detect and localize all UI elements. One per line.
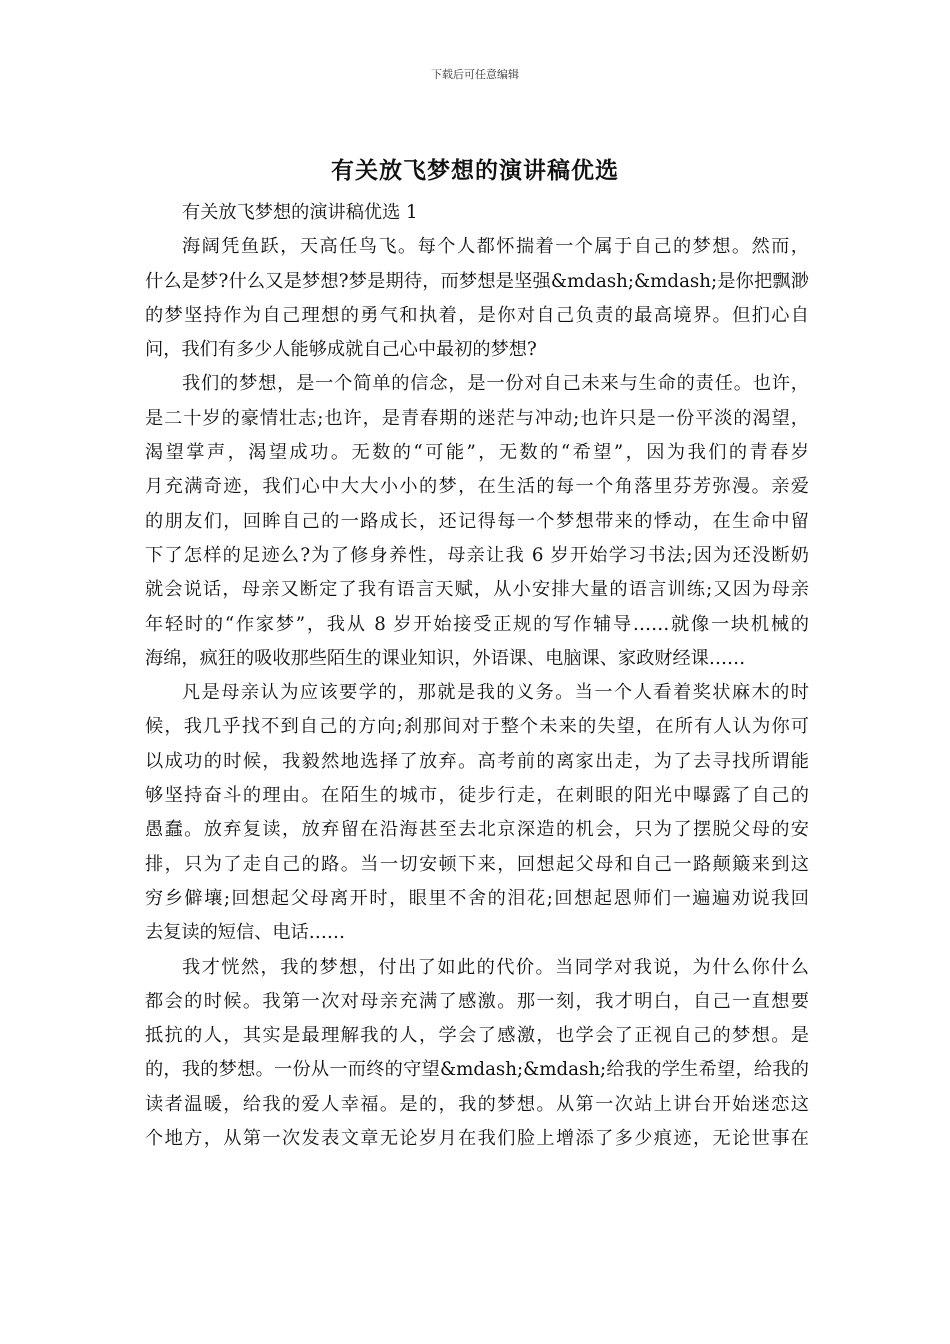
body-line: 我们的梦想，是一个简单的信念，是一份对自己未来与生命的责任。也许， bbox=[182, 373, 809, 395]
body-line: 读者温暖，给我的爱人幸福。是的，我的梦想。从第一次站上讲台开始迷恋这 bbox=[145, 1093, 809, 1115]
body-line: 候，我几乎找不到自己的方向;刹那间对于整个未来的失望，在所有人认为你可 bbox=[145, 716, 809, 738]
body-line: 个地方，从第一次发表文章无论岁月在我们脸上增添了多少痕迹，无论世事在 bbox=[145, 1128, 809, 1150]
body-line: 凡是母亲认为应该要学的，那就是我的义务。当一个人看着奖状麻木的时 bbox=[182, 682, 809, 704]
body-line: 去复读的短信、电话…… bbox=[145, 922, 346, 944]
body-line: 问，我们有多少人能够成就自己心中最初的梦想? bbox=[145, 339, 537, 361]
body-line: 抵抗的人，其实是最理解我的人，学会了感激，也学会了正视自己的梦想。是 bbox=[145, 1025, 809, 1047]
body-line: 是二十岁的豪情壮志;也许，是青春期的迷茫与冲动;也许只是一份平淡的渴望， bbox=[145, 407, 809, 429]
body-line: 愚蠢。放弃复读，放弃留在沿海甚至去北京深造的机会，只为了摆脱父母的安 bbox=[145, 819, 809, 841]
body-line: 都会的时候。我第一次对母亲充满了感激。那一刻，我才明白，自己一直想要 bbox=[145, 990, 809, 1012]
header-note: 下载后可任意编辑 bbox=[431, 68, 519, 81]
body-line: 海绵，疯狂的吸收那些陌生的课业知识，外语课、电脑课、家政财经课…… bbox=[145, 647, 746, 669]
body-line: 什么是梦?什么又是梦想?梦是期待，而梦想是坚强&mdash;&mdash;是你把飘渺 bbox=[145, 270, 809, 292]
document-body bbox=[145, 196, 809, 1156]
body-line: 月充满奇迹，我们心中大大小小的梦，在生活的每一个角落里芬芳弥漫。亲爱 bbox=[145, 476, 809, 498]
body-line: 排，只为了走自己的路。当一切安顿下来，回想起父母和自己一路颠簸来到这 bbox=[145, 853, 809, 875]
body-line: 下了怎样的足迹么?为了修身养性，母亲让我 6 岁开始学习书法;因为还没断奶 bbox=[145, 544, 809, 566]
body-line: 穷乡僻壤;回想起父母离开时，眼里不舍的泪花;回想起恩师们一遍遍劝说我回 bbox=[145, 887, 809, 909]
body-line: 渴望掌声，渴望成功。无数的“可能”，无数的“希望”，因为我们的青春岁 bbox=[145, 442, 809, 464]
body-line: 的梦坚持作为自己理想的勇气和执着，是你对自己负责的最高境界。但扪心自 bbox=[145, 304, 809, 326]
body-line: 以成功的时候，我毅然地选择了放弃。高考前的离家出走，为了去寻找所谓能 bbox=[145, 750, 809, 772]
body-line: 够坚持奋斗的理由。在陌生的城市，徒步行走，在刺眼的阳光中曝露了自己的 bbox=[145, 785, 809, 807]
body-line: 海阔凭鱼跃，天高任鸟飞。每个人都怀揣着一个属于自己的梦想。然而， bbox=[182, 236, 809, 258]
body-line: 就会说话，母亲又断定了我有语言天赋，从小安排大量的语言训练;又因为母亲 bbox=[145, 579, 809, 601]
body-line: 我才恍然，我的梦想，付出了如此的代价。当同学对我说，为什么你什么 bbox=[182, 956, 809, 978]
body-line: 年轻时的“作家梦”，我从 8 岁开始接受正规的写作辅导……就像一块机械的 bbox=[145, 613, 809, 635]
body-line: 的，我的梦想。一份从一而终的守望&mdash;&mdash;给我的学生希望，给我的 bbox=[145, 1059, 809, 1081]
body-line: 有关放飞梦想的演讲稿优选 1 bbox=[182, 202, 418, 223]
body-line: 的朋友们，回眸自己的一路成长，还记得每一个梦想带来的悸动，在生命中留 bbox=[145, 510, 809, 532]
document-title: 有关放飞梦想的演讲稿优选 bbox=[331, 157, 619, 184]
